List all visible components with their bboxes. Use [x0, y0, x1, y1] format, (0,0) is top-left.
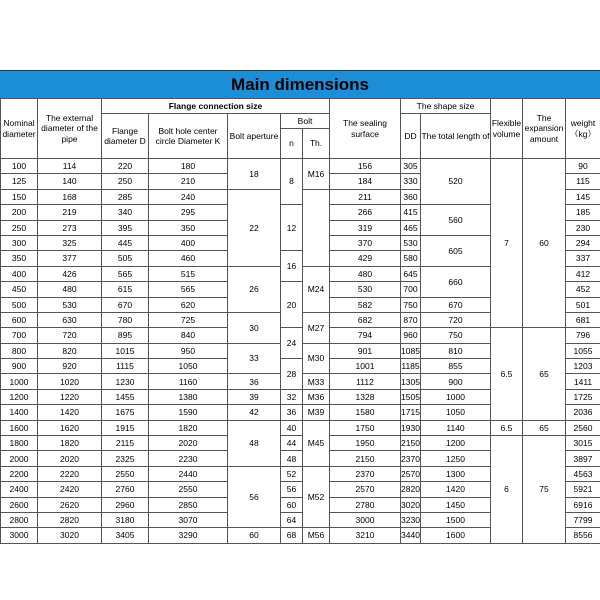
table-cell: 100 [1, 159, 38, 174]
table-cell: 1820 [149, 420, 228, 435]
table-cell: 1750 [330, 420, 401, 435]
table-cell: 900 [1, 359, 38, 374]
table-cell: 230 [566, 220, 600, 235]
table-cell: 582 [330, 297, 401, 312]
table-cell [303, 189, 330, 266]
table-cell: 2400 [1, 482, 38, 497]
table-cell: 8 [281, 159, 303, 205]
table-cell: 56 [281, 482, 303, 497]
table-cell: 2150 [401, 436, 421, 451]
table-cell: 1160 [149, 374, 228, 389]
table-cell: 1055 [566, 343, 600, 358]
table-cell: 1328 [330, 389, 401, 404]
header-flexible-volume: Flexible volume [491, 99, 523, 159]
table-cell: 810 [421, 343, 491, 358]
table-cell: 3897 [566, 451, 600, 466]
table-cell: 65 [523, 328, 566, 420]
table-cell: 1590 [149, 405, 228, 420]
table-cell: 501 [566, 297, 600, 312]
header-bolt-n: n [281, 129, 303, 159]
table-cell: 1230 [102, 374, 149, 389]
table-cell: 2560 [566, 420, 600, 435]
table-cell: 3230 [401, 512, 421, 527]
header-nominal-diameter: Nominal diameter [1, 99, 38, 159]
table-cell: 560 [421, 205, 491, 236]
table-cell: 60 [228, 528, 281, 543]
table-cell: 140 [38, 174, 102, 189]
table-cell: 1715 [401, 405, 421, 420]
table-cell: 3440 [401, 528, 421, 543]
table-cell: 2370 [401, 451, 421, 466]
table-cell: 950 [149, 343, 228, 358]
table-cell: 6.5 [491, 328, 523, 420]
table-cell: 400 [149, 235, 228, 250]
table-cell: 426 [38, 266, 102, 281]
table-cell: 2020 [38, 451, 102, 466]
table-cell: 2820 [38, 512, 102, 527]
table-cell: 294 [566, 235, 600, 250]
table-cell: 36 [228, 374, 281, 389]
table-cell: 2620 [38, 497, 102, 512]
table-cell: 1420 [421, 482, 491, 497]
table-cell: 605 [421, 235, 491, 266]
table-cell: 2800 [1, 512, 38, 527]
table-cell: 395 [102, 220, 149, 235]
table-cell: 800 [1, 343, 38, 358]
table-cell: 1725 [566, 389, 600, 404]
table-cell: 1580 [330, 405, 401, 420]
header-flange-connection: Flange connection size [102, 99, 330, 114]
table-cell: 700 [1, 328, 38, 343]
table-cell: 2550 [149, 482, 228, 497]
table-row [1, 420, 600, 435]
table-row [1, 436, 600, 451]
table-cell: 920 [38, 359, 102, 374]
table-cell: 5921 [566, 482, 600, 497]
table-cell: 480 [38, 282, 102, 297]
table-cell: 185 [566, 205, 600, 220]
table-cell: 1675 [102, 405, 149, 420]
header-bolt-circle: Bolt hole center circle Diameter K [149, 114, 228, 159]
table-cell: 168 [38, 189, 102, 204]
table-cell: 901 [330, 343, 401, 358]
table-cell: 20 [281, 282, 303, 328]
table-cell: 1085 [401, 343, 421, 358]
table-cell: 60 [523, 159, 566, 328]
table-cell: 36 [281, 405, 303, 420]
table-cell: 445 [102, 235, 149, 250]
dimensions-table [0, 98, 600, 544]
table-cell: 530 [38, 297, 102, 312]
table-cell: 1411 [566, 374, 600, 389]
table-cell: 840 [149, 328, 228, 343]
table-cell: 900 [421, 374, 491, 389]
table-cell: 460 [149, 251, 228, 266]
table-cell: M36 [303, 389, 330, 404]
table-cell: 60 [281, 497, 303, 512]
table-cell: 2550 [102, 466, 149, 481]
table-cell: 2200 [1, 466, 38, 481]
table-cell: 65 [523, 420, 566, 435]
table-cell: 580 [401, 251, 421, 266]
table-cell: 377 [38, 251, 102, 266]
table-cell: 2220 [38, 466, 102, 481]
table-cell: 480 [330, 266, 401, 281]
table-cell: 1455 [102, 389, 149, 404]
table-cell: 44 [281, 436, 303, 451]
table-cell: 40 [281, 420, 303, 435]
table-cell: 4563 [566, 466, 600, 481]
table-cell: 2325 [102, 451, 149, 466]
table-cell: 1220 [38, 389, 102, 404]
header-weight: weight（kg） [566, 99, 600, 159]
table-cell: 330 [401, 174, 421, 189]
table-cell: 1250 [421, 451, 491, 466]
table-cell: 145 [566, 189, 600, 204]
table-cell: 7 [491, 159, 523, 328]
table-cell: 12 [281, 205, 303, 251]
table-row [1, 159, 600, 174]
table-cell: 2000 [1, 451, 38, 466]
table-cell: 505 [102, 251, 149, 266]
table-cell: 48 [228, 420, 281, 466]
table-cell: 682 [330, 312, 401, 327]
table-cell: 1930 [401, 420, 421, 435]
table-cell: 1112 [330, 374, 401, 389]
table-cell: 780 [102, 312, 149, 327]
table-cell: 32 [281, 389, 303, 404]
table-cell: M30 [303, 343, 330, 374]
table-cell: 125 [1, 174, 38, 189]
table-body [1, 159, 600, 544]
table-cell: 48 [281, 451, 303, 466]
table-cell: 1450 [421, 497, 491, 512]
table-cell: 39 [228, 389, 281, 404]
table-cell: 1820 [38, 436, 102, 451]
table-cell: M52 [303, 466, 330, 528]
spec-sheet [0, 70, 600, 544]
table-cell: 64 [281, 512, 303, 527]
table-cell: 412 [566, 266, 600, 281]
table-cell: 319 [330, 220, 401, 235]
table-cell: M39 [303, 405, 330, 420]
table-cell: 2230 [149, 451, 228, 466]
header-bolt-aperture: Bolt aperture [228, 114, 281, 159]
table-cell: 28 [281, 359, 303, 390]
table-cell: 530 [330, 282, 401, 297]
table-cell: 870 [401, 312, 421, 327]
table-cell: 2370 [330, 466, 401, 481]
table-cell: 660 [421, 266, 491, 297]
table-cell: 3015 [566, 436, 600, 451]
table-cell: 266 [330, 205, 401, 220]
table-cell: 725 [149, 312, 228, 327]
table-cell: 3020 [38, 528, 102, 543]
table-cell: 796 [566, 328, 600, 343]
table-cell: 750 [401, 297, 421, 312]
table-cell: 720 [421, 312, 491, 327]
table-cell: 6 [491, 436, 523, 544]
table-cell: 1800 [1, 436, 38, 451]
table-cell: 184 [330, 174, 401, 189]
table-cell: 960 [401, 328, 421, 343]
table-cell: 429 [330, 251, 401, 266]
table-cell: 500 [1, 297, 38, 312]
table-cell: 115 [566, 174, 600, 189]
table-cell: 2570 [330, 482, 401, 497]
table-cell: 670 [421, 297, 491, 312]
table-cell: 18 [228, 159, 281, 190]
table-cell: 250 [102, 174, 149, 189]
table-cell: 210 [149, 174, 228, 189]
header-external-diameter: The external diameter of the pipe [38, 99, 102, 159]
table-cell: 360 [401, 189, 421, 204]
table-cell: M24 [303, 266, 330, 312]
table-cell: 30 [228, 312, 281, 343]
table-cell: 22 [228, 189, 281, 266]
table-cell: 700 [401, 282, 421, 297]
table-cell: 1600 [1, 420, 38, 435]
table-cell: 1500 [421, 512, 491, 527]
table-cell: 56 [228, 466, 281, 528]
page-title: Main dimensions [0, 70, 600, 98]
table-cell: 33 [228, 343, 281, 374]
table-cell: M56 [303, 528, 330, 543]
table-cell: 1203 [566, 359, 600, 374]
table-cell: 1000 [1, 374, 38, 389]
table-cell: 7799 [566, 512, 600, 527]
table-cell: 2960 [102, 497, 149, 512]
table-cell: 2820 [401, 482, 421, 497]
table-cell: 3070 [149, 512, 228, 527]
table-header [1, 99, 600, 159]
table-cell: M33 [303, 374, 330, 389]
header-sealing-surface: The sealing surface [330, 99, 401, 159]
table-cell: 2115 [102, 436, 149, 451]
table-cell: 452 [566, 282, 600, 297]
table-cell: 24 [281, 328, 303, 359]
table-cell: 150 [1, 189, 38, 204]
table-cell: 114 [38, 159, 102, 174]
table-cell: 1001 [330, 359, 401, 374]
table-cell: 2420 [38, 482, 102, 497]
table-cell: 1600 [421, 528, 491, 543]
table-cell: 1300 [421, 466, 491, 481]
table-cell: 2780 [330, 497, 401, 512]
table-cell: 240 [149, 189, 228, 204]
table-cell: 2440 [149, 466, 228, 481]
table-cell: 75 [523, 436, 566, 544]
table-cell: 1420 [38, 405, 102, 420]
table-cell: 515 [149, 266, 228, 281]
table-cell: 273 [38, 220, 102, 235]
table-cell: 645 [401, 266, 421, 281]
table-cell: 565 [102, 266, 149, 281]
table-cell: 219 [38, 205, 102, 220]
table-cell: 1505 [401, 389, 421, 404]
table-cell: M16 [303, 159, 330, 190]
table-cell: 180 [149, 159, 228, 174]
table-cell: 1915 [102, 420, 149, 435]
table-cell: 1200 [421, 436, 491, 451]
table-cell: 1050 [149, 359, 228, 374]
table-cell: 465 [401, 220, 421, 235]
header-total-length: The total length of [421, 114, 491, 159]
table-cell: 1950 [330, 436, 401, 451]
header-expansion-amount: The expansion amount [523, 99, 566, 159]
table-cell: 90 [566, 159, 600, 174]
table-cell: 1115 [102, 359, 149, 374]
table-cell: 820 [38, 343, 102, 358]
table-cell: 3000 [1, 528, 38, 543]
table-cell: 2600 [1, 497, 38, 512]
table-cell: 3180 [102, 512, 149, 527]
table-cell: 220 [102, 159, 149, 174]
table-cell: 630 [38, 312, 102, 327]
table-cell: 3000 [330, 512, 401, 527]
table-cell: 250 [1, 220, 38, 235]
table-cell: 3210 [330, 528, 401, 543]
table-cell: 68 [281, 528, 303, 543]
header-bolt: Bolt [281, 114, 330, 129]
table-cell: 450 [1, 282, 38, 297]
table-cell: 855 [421, 359, 491, 374]
table-cell: 670 [102, 297, 149, 312]
table-cell: 1305 [401, 374, 421, 389]
table-cell: 1620 [38, 420, 102, 435]
table-cell: 1015 [102, 343, 149, 358]
table-cell: M45 [303, 420, 330, 466]
table-cell: 681 [566, 312, 600, 327]
table-cell: 16 [281, 251, 303, 282]
table-cell: 340 [102, 205, 149, 220]
table-cell: 2020 [149, 436, 228, 451]
table-cell: 1050 [421, 405, 491, 420]
table-cell: 2036 [566, 405, 600, 420]
table-cell: 1000 [421, 389, 491, 404]
table-cell: 211 [330, 189, 401, 204]
table-cell: 2150 [330, 451, 401, 466]
table-cell: 370 [330, 235, 401, 250]
table-cell: 3405 [102, 528, 149, 543]
table-cell: 6916 [566, 497, 600, 512]
table-cell: 620 [149, 297, 228, 312]
table-cell: 305 [401, 159, 421, 174]
header-flange-diameter: Flange diameter D [102, 114, 149, 159]
table-cell: 42 [228, 405, 281, 420]
header-shape-size: The shape size [401, 99, 491, 114]
table-cell: 3290 [149, 528, 228, 543]
table-cell: 1400 [1, 405, 38, 420]
table-cell: 6.5 [491, 420, 523, 435]
table-cell: 1200 [1, 389, 38, 404]
table-cell: 520 [421, 159, 491, 205]
table-cell: 295 [149, 205, 228, 220]
table-cell: 2570 [401, 466, 421, 481]
table-cell: 52 [281, 466, 303, 481]
table-cell: 8556 [566, 528, 600, 543]
table-cell: 200 [1, 205, 38, 220]
table-cell: 1380 [149, 389, 228, 404]
header-bolt-thread: Th. [303, 129, 330, 159]
table-cell: 600 [1, 312, 38, 327]
table-cell: 26 [228, 266, 281, 312]
table-cell: M27 [303, 312, 330, 343]
table-cell: 1020 [38, 374, 102, 389]
table-cell: 415 [401, 205, 421, 220]
table-cell: 750 [421, 328, 491, 343]
table-cell: 565 [149, 282, 228, 297]
table-cell: 300 [1, 235, 38, 250]
table-row [1, 328, 600, 343]
table-cell: 2760 [102, 482, 149, 497]
table-cell: 337 [566, 251, 600, 266]
table-cell: 1140 [421, 420, 491, 435]
table-cell: 156 [330, 159, 401, 174]
table-cell: 794 [330, 328, 401, 343]
table-cell: 350 [1, 251, 38, 266]
table-cell: 2850 [149, 497, 228, 512]
table-cell: 285 [102, 189, 149, 204]
table-cell: 400 [1, 266, 38, 281]
table-cell: 720 [38, 328, 102, 343]
table-cell: 3020 [401, 497, 421, 512]
table-cell: 325 [38, 235, 102, 250]
table-cell: 895 [102, 328, 149, 343]
table-cell: 530 [401, 235, 421, 250]
header-dd: DD [401, 114, 421, 159]
table-cell: 350 [149, 220, 228, 235]
table-cell: 1185 [401, 359, 421, 374]
table-cell: 615 [102, 282, 149, 297]
